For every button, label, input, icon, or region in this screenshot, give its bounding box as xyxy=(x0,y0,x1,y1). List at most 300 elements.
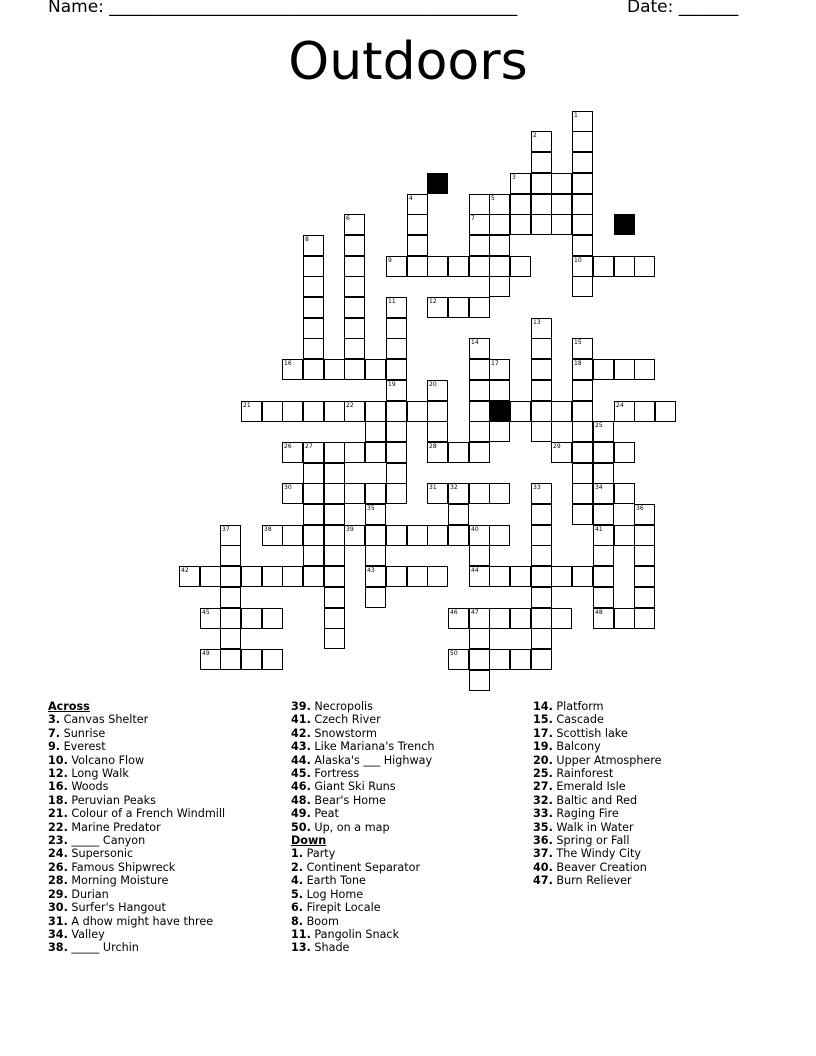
grid-cell[interactable] xyxy=(531,545,552,566)
grid-cell[interactable] xyxy=(365,421,386,442)
grid-cell[interactable] xyxy=(386,297,407,318)
clue-number: 5 xyxy=(491,195,495,202)
clue-item xyxy=(291,713,434,726)
grid-cell[interactable] xyxy=(407,256,428,277)
clue-text: Party xyxy=(306,847,336,861)
grid-cell[interactable] xyxy=(593,442,614,463)
clue-num: 15. xyxy=(533,713,553,727)
clue-text: Woods xyxy=(71,780,109,794)
grid-cell[interactable] xyxy=(531,421,552,442)
grid-cell[interactable] xyxy=(386,566,407,587)
grid-cell[interactable] xyxy=(572,380,593,401)
grid-cell[interactable] xyxy=(593,566,614,587)
clue-num: 10. xyxy=(48,753,68,767)
grid-cell[interactable] xyxy=(469,670,490,691)
grid-cell[interactable] xyxy=(531,566,552,587)
grid-cell[interactable] xyxy=(241,608,262,629)
grid-cell[interactable] xyxy=(386,442,407,463)
grid-cell[interactable] xyxy=(448,525,469,546)
grid-cell[interactable] xyxy=(220,566,241,587)
grid-cell[interactable] xyxy=(634,608,655,629)
clue-num: 48. xyxy=(291,793,311,807)
grid-cell[interactable] xyxy=(200,608,221,629)
grid-cell[interactable] xyxy=(593,525,614,546)
clue-num: 40. xyxy=(533,860,553,874)
grid-cell[interactable] xyxy=(469,442,490,463)
grid-cell[interactable] xyxy=(324,504,345,525)
grid-cell[interactable] xyxy=(262,401,283,422)
clue-text: Walk in Water xyxy=(556,820,634,834)
clue-num: 38. xyxy=(48,941,68,955)
grid-cell[interactable] xyxy=(614,256,635,277)
grid-cell[interactable] xyxy=(551,401,572,422)
grid-cell[interactable] xyxy=(489,235,510,256)
grid-cell[interactable] xyxy=(572,235,593,256)
grid-cell[interactable] xyxy=(593,463,614,484)
grid-cell[interactable] xyxy=(531,338,552,359)
clue-text: Continent Separator xyxy=(306,860,421,874)
grid-cell[interactable] xyxy=(593,256,614,277)
grid-cell[interactable] xyxy=(531,525,552,546)
clue-number: 49 xyxy=(202,650,210,657)
clue-num: 34. xyxy=(48,927,68,941)
grid-cell[interactable] xyxy=(448,504,469,525)
grid-cell[interactable] xyxy=(344,401,365,422)
grid-cell[interactable] xyxy=(324,401,345,422)
grid-cell[interactable] xyxy=(469,214,490,235)
grid-cell[interactable] xyxy=(614,525,635,546)
grid-cell[interactable] xyxy=(324,587,345,608)
grid-cell[interactable] xyxy=(407,214,428,235)
grid-cell[interactable] xyxy=(593,587,614,608)
grid-cell[interactable] xyxy=(593,483,614,504)
grid-cell[interactable] xyxy=(303,401,324,422)
grid-cell[interactable] xyxy=(531,380,552,401)
clue-item xyxy=(48,767,225,780)
grid-cell[interactable] xyxy=(531,649,552,670)
grid-cell[interactable] xyxy=(489,194,510,215)
grid-cell[interactable] xyxy=(489,525,510,546)
clue-item xyxy=(533,700,662,713)
grid-cell[interactable] xyxy=(572,401,593,422)
clue-num: 42. xyxy=(291,726,311,740)
grid-cell[interactable] xyxy=(324,463,345,484)
grid-cell[interactable] xyxy=(531,401,552,422)
grid-cell[interactable] xyxy=(531,504,552,525)
grid-cell[interactable] xyxy=(469,194,490,215)
clue-num: 29. xyxy=(48,887,68,901)
clue-text: Durian xyxy=(71,887,109,901)
grid-cell[interactable] xyxy=(634,525,655,546)
grid-cell[interactable] xyxy=(303,525,324,546)
grid-cell[interactable] xyxy=(510,566,531,587)
grid-cell[interactable] xyxy=(282,525,303,546)
grid-cell[interactable] xyxy=(593,608,614,629)
grid-cell[interactable] xyxy=(593,504,614,525)
clue-num: 46. xyxy=(291,780,311,794)
clue-item xyxy=(48,901,225,914)
clue-text: Log Home xyxy=(306,887,364,901)
grid-cell[interactable] xyxy=(572,131,593,152)
grid-cell[interactable] xyxy=(324,483,345,504)
grid-cell[interactable] xyxy=(448,608,469,629)
grid-cell[interactable] xyxy=(427,566,448,587)
grid-cell[interactable] xyxy=(407,566,428,587)
date-line[interactable]: Date: _______ xyxy=(627,0,739,17)
grid-cell[interactable] xyxy=(386,359,407,380)
grid-cell[interactable] xyxy=(386,338,407,359)
clue-item xyxy=(48,740,225,753)
grid-cell[interactable] xyxy=(531,628,552,649)
grid-cell[interactable] xyxy=(469,359,490,380)
grid-cell[interactable] xyxy=(469,380,490,401)
clue-num: 43. xyxy=(291,740,311,754)
grid-cell[interactable] xyxy=(344,338,365,359)
grid-cell[interactable] xyxy=(510,608,531,629)
grid-cell[interactable] xyxy=(614,483,635,504)
grid-cell[interactable] xyxy=(386,401,407,422)
clue-number: 48 xyxy=(595,609,603,616)
down-clue-list xyxy=(291,847,434,954)
clue-number: 47 xyxy=(471,609,479,616)
clue-number: 23 xyxy=(491,402,499,409)
grid-cell[interactable] xyxy=(634,587,655,608)
grid-cell[interactable] xyxy=(634,545,655,566)
grid-cell[interactable] xyxy=(303,483,324,504)
grid-cell[interactable] xyxy=(469,483,490,504)
clue-text: Burn Reliever xyxy=(556,874,632,888)
clue-text: The Windy City xyxy=(556,847,641,861)
clue-text: Like Mariana's Trench xyxy=(314,740,435,754)
grid-cell[interactable] xyxy=(386,318,407,339)
grid-cell[interactable] xyxy=(324,359,345,380)
grid-cell[interactable] xyxy=(593,545,614,566)
clue-num: 45. xyxy=(291,767,311,781)
grid-cell[interactable] xyxy=(448,483,469,504)
clue-item xyxy=(48,847,225,860)
grid-cell[interactable] xyxy=(386,256,407,277)
grid-cell[interactable] xyxy=(427,525,448,546)
grid-cell[interactable] xyxy=(241,566,262,587)
grid-cell[interactable] xyxy=(344,235,365,256)
grid-cell[interactable] xyxy=(655,401,676,422)
grid-cell[interactable] xyxy=(220,545,241,566)
clue-number: 10 xyxy=(574,257,582,264)
clue-item xyxy=(291,780,434,793)
clue-number: 27 xyxy=(305,443,313,450)
clue-num: 41. xyxy=(291,713,311,727)
grid-cell[interactable] xyxy=(344,483,365,504)
grid-cell[interactable] xyxy=(344,297,365,318)
grid-cell[interactable] xyxy=(531,483,552,504)
grid-cell[interactable] xyxy=(531,318,552,339)
clue-num: 5. xyxy=(291,887,304,901)
clue-number: 22 xyxy=(346,402,354,409)
grid-cell[interactable] xyxy=(427,297,448,318)
grid-cell[interactable] xyxy=(262,649,283,670)
grid-cell[interactable] xyxy=(489,566,510,587)
grid-cell[interactable] xyxy=(614,401,635,422)
grid-cell[interactable] xyxy=(489,608,510,629)
clue-num: 11. xyxy=(291,927,311,941)
grid-cell[interactable] xyxy=(262,525,283,546)
grid-cell[interactable] xyxy=(551,173,572,194)
grid-cell[interactable] xyxy=(572,256,593,277)
grid-cell[interactable] xyxy=(510,256,531,277)
grid-cell[interactable] xyxy=(200,566,221,587)
grid-cell[interactable] xyxy=(386,525,407,546)
grid-cell[interactable] xyxy=(365,442,386,463)
grid-cell[interactable] xyxy=(220,525,241,546)
grid-cell[interactable] xyxy=(531,214,552,235)
grid-cell[interactable] xyxy=(551,194,572,215)
grid-cell[interactable] xyxy=(282,566,303,587)
grid-cell[interactable] xyxy=(344,214,365,235)
grid-cell[interactable] xyxy=(572,504,593,525)
clue-num: 36. xyxy=(533,834,553,848)
grid-cell[interactable] xyxy=(572,566,593,587)
grid-cell[interactable] xyxy=(303,256,324,277)
grid-cell[interactable] xyxy=(365,359,386,380)
grid-cell[interactable] xyxy=(179,566,200,587)
grid-cell[interactable] xyxy=(551,566,572,587)
grid-cell[interactable] xyxy=(303,359,324,380)
grid-cell[interactable] xyxy=(469,235,490,256)
grid-cell[interactable] xyxy=(531,359,552,380)
grid-cell[interactable] xyxy=(448,297,469,318)
grid-cell[interactable] xyxy=(572,173,593,194)
grid-cell[interactable] xyxy=(448,256,469,277)
grid-cell[interactable] xyxy=(427,421,448,442)
grid-cell[interactable] xyxy=(448,649,469,670)
grid-cell[interactable] xyxy=(469,297,490,318)
clue-text: Scottish lake xyxy=(556,726,628,740)
grid-cell[interactable] xyxy=(427,442,448,463)
grid-cell[interactable] xyxy=(489,256,510,277)
grid-cell[interactable] xyxy=(572,194,593,215)
grid-cell[interactable] xyxy=(407,235,428,256)
grid-cell[interactable] xyxy=(282,483,303,504)
grid-cell[interactable] xyxy=(344,276,365,297)
grid-cell[interactable] xyxy=(634,256,655,277)
grid-cell[interactable] xyxy=(427,256,448,277)
grid-cell[interactable] xyxy=(344,442,365,463)
grid-cell[interactable] xyxy=(572,442,593,463)
grid-cell[interactable] xyxy=(614,359,635,380)
grid-cell[interactable] xyxy=(324,545,345,566)
grid-cell[interactable] xyxy=(489,483,510,504)
clue-number: 37 xyxy=(222,526,230,533)
grid-cell[interactable] xyxy=(365,401,386,422)
grid-cell[interactable] xyxy=(427,380,448,401)
grid-cell[interactable] xyxy=(282,401,303,422)
clue-text: Colour of a French Windmill xyxy=(71,807,226,821)
grid-cell[interactable] xyxy=(489,649,510,670)
grid-cell[interactable] xyxy=(303,442,324,463)
grid-cell[interactable] xyxy=(489,276,510,297)
grid-cell[interactable] xyxy=(469,256,490,277)
grid-cell[interactable] xyxy=(634,359,655,380)
clue-text: Czech River xyxy=(314,713,381,727)
grid-cell[interactable] xyxy=(572,338,593,359)
grid-cell[interactable] xyxy=(510,649,531,670)
clue-num: 7. xyxy=(48,726,61,740)
grid-cell[interactable] xyxy=(303,318,324,339)
grid-cell[interactable] xyxy=(365,566,386,587)
grid-cell[interactable] xyxy=(510,194,531,215)
grid-cell[interactable] xyxy=(344,525,365,546)
grid-cell[interactable] xyxy=(303,276,324,297)
grid-cell[interactable] xyxy=(572,152,593,173)
grid-cell[interactable] xyxy=(469,628,490,649)
clue-number: 39 xyxy=(346,526,354,533)
grid-cell[interactable] xyxy=(572,421,593,442)
grid-cell[interactable] xyxy=(303,297,324,318)
clue-num: 28. xyxy=(48,874,68,888)
grid-cell[interactable] xyxy=(344,359,365,380)
grid-cell[interactable] xyxy=(241,401,262,422)
grid-cell[interactable] xyxy=(324,442,345,463)
clue-item xyxy=(533,767,662,780)
grid-cell[interactable] xyxy=(282,359,303,380)
grid-cell[interactable] xyxy=(427,401,448,422)
grid-cell[interactable] xyxy=(303,545,324,566)
grid-cell[interactable] xyxy=(531,194,552,215)
grid-cell[interactable] xyxy=(614,442,635,463)
clue-number: 46 xyxy=(450,609,458,616)
grid-cell[interactable] xyxy=(469,566,490,587)
grid-cell[interactable] xyxy=(531,152,552,173)
grid-cell[interactable] xyxy=(303,463,324,484)
grid-cell[interactable] xyxy=(572,463,593,484)
grid-cell[interactable] xyxy=(572,276,593,297)
grid-cell[interactable] xyxy=(386,421,407,442)
grid-cell[interactable] xyxy=(634,566,655,587)
grid-cell[interactable] xyxy=(344,256,365,277)
clue-item xyxy=(533,713,662,726)
grid-cell[interactable] xyxy=(469,649,490,670)
grid-cell[interactable] xyxy=(220,628,241,649)
clue-number: 24 xyxy=(616,402,624,409)
grid-cell[interactable] xyxy=(469,525,490,546)
clue-item xyxy=(48,928,225,941)
grid-cell[interactable] xyxy=(365,587,386,608)
grid-cell[interactable] xyxy=(303,566,324,587)
grid-cell[interactable] xyxy=(593,421,614,442)
grid-cell[interactable] xyxy=(220,587,241,608)
grid-cell[interactable] xyxy=(344,318,365,339)
grid-cell[interactable] xyxy=(386,483,407,504)
grid-cell[interactable] xyxy=(469,338,490,359)
grid-cell[interactable] xyxy=(531,131,552,152)
grid-cell[interactable] xyxy=(469,608,490,629)
grid-cell[interactable] xyxy=(282,442,303,463)
clue-number: 28 xyxy=(429,443,437,450)
grid-cell[interactable] xyxy=(427,483,448,504)
grid-cell[interactable] xyxy=(407,401,428,422)
clue-text: Surfer's Hangout xyxy=(71,901,166,915)
grid-cell[interactable] xyxy=(469,421,490,442)
grid-cell[interactable] xyxy=(510,214,531,235)
clue-number: 7 xyxy=(471,215,475,222)
grid-cell[interactable] xyxy=(634,401,655,422)
clue-number: 15 xyxy=(574,339,582,346)
grid-cell[interactable] xyxy=(572,214,593,235)
grid-cell[interactable] xyxy=(531,608,552,629)
clue-item xyxy=(533,794,662,807)
clue-num: 18. xyxy=(48,793,68,807)
grid-cell[interactable] xyxy=(407,525,428,546)
grid-cell[interactable] xyxy=(572,483,593,504)
grid-cell[interactable] xyxy=(510,173,531,194)
grid-cell[interactable] xyxy=(262,566,283,587)
grid-cell[interactable] xyxy=(448,442,469,463)
grid-cell[interactable] xyxy=(324,608,345,629)
clue-number: 41 xyxy=(595,526,603,533)
grid-cell[interactable] xyxy=(593,359,614,380)
grid-cell[interactable] xyxy=(572,111,593,132)
clue-item xyxy=(48,874,225,887)
clue-number: 3 xyxy=(512,174,516,181)
grid-cell[interactable] xyxy=(489,214,510,235)
clue-text: Supersonic xyxy=(71,847,134,861)
clue-text: Necropolis xyxy=(314,700,373,713)
grid-cell[interactable] xyxy=(469,545,490,566)
grid-cell[interactable] xyxy=(241,649,262,670)
grid-cell[interactable] xyxy=(386,463,407,484)
grid-cell[interactable] xyxy=(365,483,386,504)
grid-cell[interactable] xyxy=(489,380,510,401)
name-line[interactable]: Name: ________________________________________________ xyxy=(48,0,518,17)
grid-cell[interactable] xyxy=(324,566,345,587)
clue-item xyxy=(291,915,434,928)
grid-cell[interactable] xyxy=(220,649,241,670)
grid-cell[interactable] xyxy=(614,608,635,629)
clue-item xyxy=(291,874,434,887)
clue-item xyxy=(48,821,225,834)
grid-cell[interactable] xyxy=(365,545,386,566)
grid-cell[interactable] xyxy=(365,525,386,546)
grid-cell[interactable] xyxy=(324,628,345,649)
grid-cell[interactable] xyxy=(365,504,386,525)
grid-cell[interactable] xyxy=(551,608,572,629)
grid-cell[interactable] xyxy=(262,608,283,629)
clue-text: Firepit Locale xyxy=(306,901,381,915)
clue-number: 25 xyxy=(595,422,603,429)
grid-cell[interactable] xyxy=(303,338,324,359)
grid-cell[interactable] xyxy=(489,421,510,442)
clue-item xyxy=(291,821,434,834)
grid-cell[interactable] xyxy=(489,359,510,380)
grid-cell[interactable] xyxy=(200,649,221,670)
grid-cell[interactable] xyxy=(531,587,552,608)
grid-cell[interactable] xyxy=(572,359,593,380)
clue-text: Sunrise xyxy=(63,726,106,740)
grid-cell[interactable] xyxy=(303,235,324,256)
grid-cell[interactable] xyxy=(551,442,572,463)
grid-cell[interactable] xyxy=(324,525,345,546)
grid-cell[interactable] xyxy=(634,504,655,525)
grid-cell[interactable] xyxy=(510,401,531,422)
grid-cell[interactable] xyxy=(407,194,428,215)
grid-cell[interactable] xyxy=(551,214,572,235)
grid-cell[interactable] xyxy=(220,608,241,629)
grid-cell[interactable] xyxy=(303,504,324,525)
grid-cell[interactable] xyxy=(531,173,552,194)
grid-cell[interactable] xyxy=(469,401,490,422)
clue-number: 31 xyxy=(429,484,437,491)
grid-cell[interactable] xyxy=(386,380,407,401)
